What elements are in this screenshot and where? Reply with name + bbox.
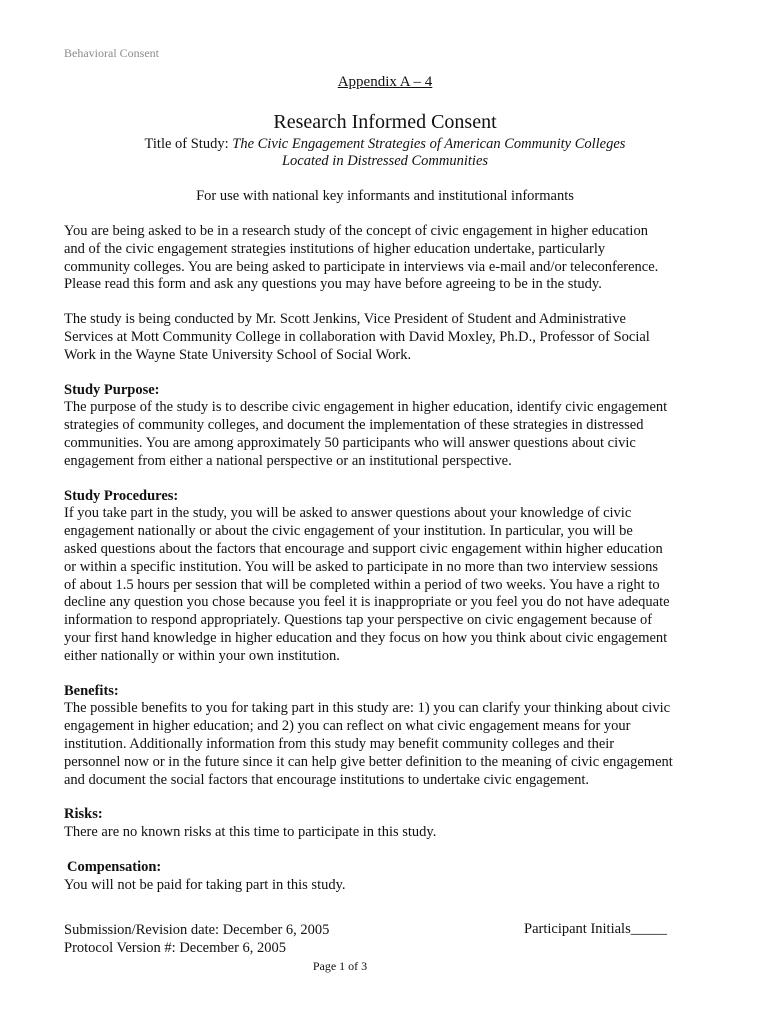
compensation-section: [64, 859, 714, 895]
text-line: and of the civic engagement strategies institutions of higher education undertake, particularly: [64, 240, 606, 257]
text-line: decline any question you chose because you feel it is inappropriate or you feel you do not have adequate: [64, 594, 670, 611]
document-body: [64, 223, 714, 912]
appendix-label: Appendix A – 4: [337, 74, 433, 90]
text-line: strategies of community colleges, and document the implementation of these strategies in distressed: [64, 417, 644, 434]
text-line: information to respond appropriately. Questions tap your perspective on civic engagement because of: [64, 612, 653, 629]
text-line: engagement in higher education; and 2) you can reflect on what civic engagement means for your: [64, 718, 631, 735]
text-line: Services at Mott Community College in collaboration with David Moxley, Ph.D., Professor of Social: [64, 328, 650, 345]
section-heading-risks: Risks:: [64, 806, 103, 823]
study-title-label: Title of Study:: [144, 136, 229, 152]
section-heading-purpose: Study Purpose:: [64, 381, 160, 398]
protocol-version: Protocol Version #: December 6, 2005: [64, 940, 287, 956]
study-title-name-1: The Civic Engagement Strategies of American Community Colleges: [232, 136, 626, 152]
benefits-section: [64, 683, 714, 790]
section-heading-procedures: Study Procedures:: [64, 487, 179, 504]
text-line: You will not be paid for taking part in this study.: [64, 876, 346, 893]
running-header: Behavioral Consent: [64, 46, 159, 60]
study-title-line1: [0, 136, 770, 153]
text-line: of about 1.5 hours per session that will be completed within a period of two weeks. You have a right to: [64, 576, 660, 593]
section-heading-benefits: Benefits:: [64, 682, 119, 699]
study-title-name-2: Located in Distressed Communities: [281, 153, 489, 169]
text-line: Work in the Wayne State University School of Social Work.: [64, 346, 412, 363]
text-line: You are being asked to be in a research study of the concept of civic engagement in higher education: [64, 223, 648, 239]
page-number: Page 1 of 3: [312, 959, 368, 973]
text-line: community colleges. You are being asked to participate in interviews via e-mail and/or teleconference.: [64, 258, 659, 275]
text-line: and document the social factors that encourage institutions to undertake civic engagement.: [64, 771, 590, 788]
text-line: or within a specific institution. You will be asked to participate in no more than two interview sessions: [64, 558, 659, 575]
conducted-paragraph: [64, 311, 714, 364]
text-line: your first hand knowledge in higher education and they focus on how you think about civic engagement: [64, 629, 668, 646]
intended-use-line: For use with national key informants and institutional informants: [196, 188, 574, 204]
study-title-block: [0, 136, 770, 170]
intro-paragraph: [64, 223, 714, 294]
text-line: engagement nationally or about the civic engagement of your institution. In particular, you will be: [64, 523, 633, 540]
risks-section: [64, 806, 714, 842]
text-line: asked questions about the factors that encourage and support civic engagement within higher education: [64, 540, 663, 557]
text-line: engagement from either a national perspective or an institutional perspective.: [64, 452, 512, 469]
text-line: The study is being conducted by Mr. Scott Jenkins, Vice President of Student and Administrative: [64, 311, 626, 328]
participant-initials-field: Participant Initials_____: [524, 921, 667, 937]
purpose-section: [64, 382, 714, 471]
submission-date: Submission/Revision date: December 6, 2005: [64, 922, 330, 938]
text-line: There are no known risks at this time to participate in this study.: [64, 824, 437, 841]
text-line: communities. You are among approximately 50 participants who will answer questions about civic: [64, 434, 636, 451]
section-heading-compensation: Compensation:: [67, 858, 162, 875]
document-title: Research Informed Consent: [273, 111, 497, 133]
text-line: The possible benefits to you for taking part in this study are: 1) you can clarify your thinking about civic: [64, 700, 671, 717]
text-line: If you take part in the study, you will be asked to answer questions about your knowledge of civic: [64, 505, 632, 522]
text-line: institution. Additionally information from this study may benefit community colleges and their: [64, 735, 615, 752]
footer-dates: [64, 921, 329, 957]
procedures-section: [64, 488, 714, 666]
text-line: Please read this form and ask any questions you may have before agreeing to be in the study.: [64, 276, 602, 293]
text-line: personnel now or in the future since it can help give better definition to the meaning of civic engagement: [64, 753, 673, 770]
text-line: either nationally or within your own institution.: [64, 647, 340, 664]
text-line: The purpose of the study is to describe civic engagement in higher education, identify civic engagement: [64, 399, 668, 416]
